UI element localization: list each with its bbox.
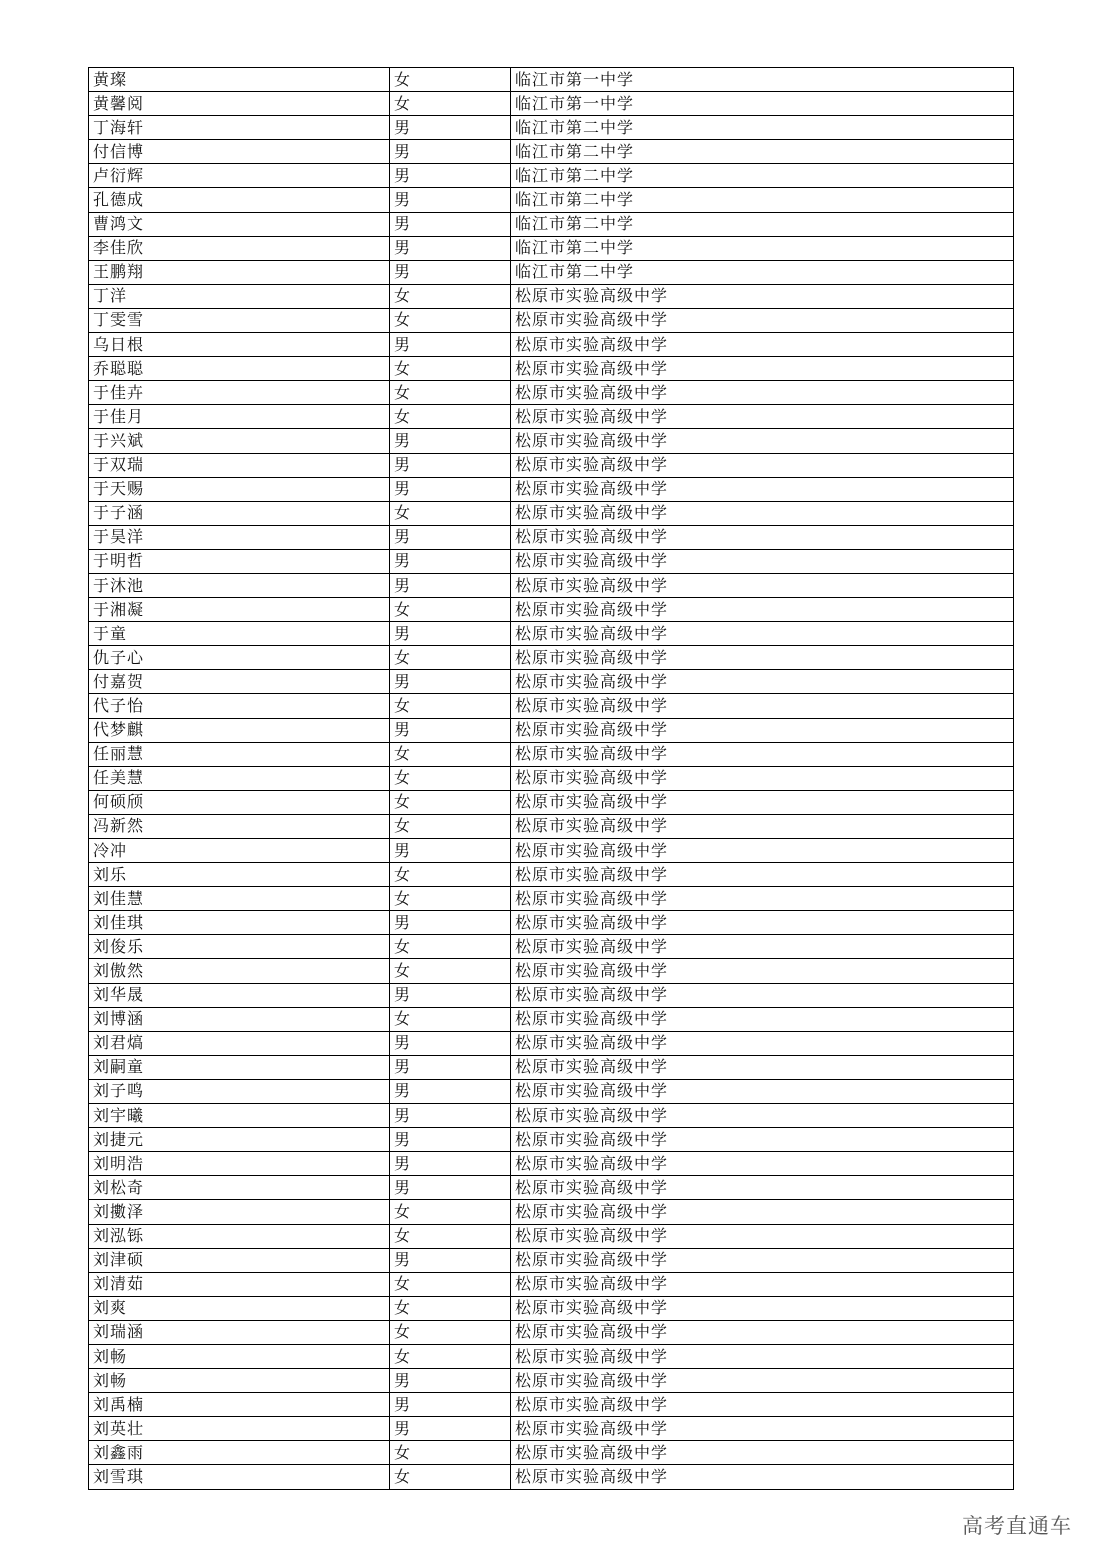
gender-cell: 女 (390, 1344, 511, 1368)
table-row (89, 790, 1014, 814)
school-cell: 松原市实验高级中学 (511, 1104, 1014, 1128)
name-cell: 付信博 (89, 140, 390, 164)
gender-cell: 女 (390, 887, 511, 911)
gender-cell: 男 (390, 1176, 511, 1200)
gender-cell: 男 (390, 212, 511, 236)
gender-cell: 女 (390, 694, 511, 718)
school-cell: 松原市实验高级中学 (511, 429, 1014, 453)
school-cell: 松原市实验高级中学 (511, 1417, 1014, 1441)
gender-cell: 女 (390, 68, 511, 92)
name-cell: 付嘉贺 (89, 670, 390, 694)
table-row (89, 501, 1014, 525)
gender-cell: 男 (390, 1055, 511, 1079)
gender-cell: 女 (390, 1465, 511, 1489)
table-row (89, 670, 1014, 694)
school-cell: 临江市第二中学 (511, 116, 1014, 140)
table-row (89, 1128, 1014, 1152)
table-row (89, 236, 1014, 260)
school-cell: 临江市第一中学 (511, 92, 1014, 116)
school-cell: 松原市实验高级中学 (511, 790, 1014, 814)
gender-cell: 女 (390, 863, 511, 887)
school-cell: 松原市实验高级中学 (511, 1248, 1014, 1272)
table-row (89, 839, 1014, 863)
table-row (89, 357, 1014, 381)
table-row (89, 140, 1014, 164)
school-cell: 松原市实验高级中学 (511, 935, 1014, 959)
school-cell: 松原市实验高级中学 (511, 887, 1014, 911)
gender-cell: 女 (390, 935, 511, 959)
table-row (89, 1152, 1014, 1176)
table-row (89, 1441, 1014, 1465)
table-row (89, 429, 1014, 453)
name-cell: 于湘凝 (89, 598, 390, 622)
gender-cell: 女 (390, 959, 511, 983)
table-row (89, 573, 1014, 597)
school-cell: 松原市实验高级中学 (511, 839, 1014, 863)
name-cell: 刘傲然 (89, 959, 390, 983)
table-row (89, 1248, 1014, 1272)
table-row (89, 477, 1014, 501)
name-cell: 刘鑫雨 (89, 1441, 390, 1465)
table-row (89, 1272, 1014, 1296)
school-cell: 松原市实验高级中学 (511, 501, 1014, 525)
table-row (89, 646, 1014, 670)
gender-cell: 女 (390, 814, 511, 838)
name-cell: 于昊洋 (89, 525, 390, 549)
table-row (89, 212, 1014, 236)
school-cell: 松原市实验高级中学 (511, 453, 1014, 477)
gender-cell: 男 (390, 1417, 511, 1441)
name-cell: 刘泓铄 (89, 1224, 390, 1248)
table-row (89, 453, 1014, 477)
name-cell: 刘明浩 (89, 1152, 390, 1176)
name-cell: 刘佳琪 (89, 911, 390, 935)
school-cell: 临江市第二中学 (511, 140, 1014, 164)
school-cell: 松原市实验高级中学 (511, 477, 1014, 501)
gender-cell: 女 (390, 598, 511, 622)
name-cell: 冷冲 (89, 839, 390, 863)
gender-cell: 女 (390, 405, 511, 429)
gender-cell: 男 (390, 670, 511, 694)
school-cell: 松原市实验高级中学 (511, 284, 1014, 308)
table-row (89, 935, 1014, 959)
name-cell: 于童 (89, 622, 390, 646)
name-cell: 刘清茹 (89, 1272, 390, 1296)
school-cell: 松原市实验高级中学 (511, 598, 1014, 622)
table-row (89, 1079, 1014, 1103)
name-cell: 刘宇曦 (89, 1104, 390, 1128)
table-row (89, 1320, 1014, 1344)
school-cell: 松原市实验高级中学 (511, 333, 1014, 357)
gender-cell: 男 (390, 983, 511, 1007)
table-row (89, 164, 1014, 188)
table-row (89, 525, 1014, 549)
school-cell: 松原市实验高级中学 (511, 1079, 1014, 1103)
name-cell: 刘畅 (89, 1344, 390, 1368)
school-cell: 松原市实验高级中学 (511, 694, 1014, 718)
school-cell: 临江市第二中学 (511, 260, 1014, 284)
gender-cell: 女 (390, 284, 511, 308)
table-row (89, 1296, 1014, 1320)
name-cell: 曹鸿文 (89, 212, 390, 236)
gender-cell: 男 (390, 429, 511, 453)
table-row (89, 405, 1014, 429)
school-cell: 临江市第一中学 (511, 68, 1014, 92)
table-row (89, 1176, 1014, 1200)
table-row (89, 116, 1014, 140)
gender-cell: 男 (390, 911, 511, 935)
gender-cell: 男 (390, 1104, 511, 1128)
table-row (89, 1104, 1014, 1128)
name-cell: 刘捷元 (89, 1128, 390, 1152)
table-row (89, 887, 1014, 911)
table-row (89, 863, 1014, 887)
school-cell: 松原市实验高级中学 (511, 1031, 1014, 1055)
name-cell: 刘博涵 (89, 1007, 390, 1031)
name-cell: 于佳卉 (89, 381, 390, 405)
school-cell: 松原市实验高级中学 (511, 670, 1014, 694)
school-cell: 松原市实验高级中学 (511, 1465, 1014, 1489)
table-row (89, 911, 1014, 935)
school-cell: 松原市实验高级中学 (511, 1200, 1014, 1224)
roster-table-body (89, 68, 1014, 1490)
table-row (89, 1344, 1014, 1368)
name-cell: 任美慧 (89, 766, 390, 790)
table-row (89, 814, 1014, 838)
school-cell: 松原市实验高级中学 (511, 573, 1014, 597)
table-row (89, 1417, 1014, 1441)
school-cell: 临江市第二中学 (511, 236, 1014, 260)
school-cell: 松原市实验高级中学 (511, 766, 1014, 790)
name-cell: 于沐池 (89, 573, 390, 597)
gender-cell: 男 (390, 1152, 511, 1176)
table-row (89, 1055, 1014, 1079)
name-cell: 刘爽 (89, 1296, 390, 1320)
name-cell: 任丽慧 (89, 742, 390, 766)
name-cell: 代梦麒 (89, 718, 390, 742)
gender-cell: 女 (390, 1224, 511, 1248)
gender-cell: 男 (390, 260, 511, 284)
table-row (89, 308, 1014, 332)
name-cell: 刘乐 (89, 863, 390, 887)
table-row (89, 1200, 1014, 1224)
school-cell: 松原市实验高级中学 (511, 308, 1014, 332)
gender-cell: 男 (390, 164, 511, 188)
school-cell: 松原市实验高级中学 (511, 622, 1014, 646)
gender-cell: 女 (390, 1296, 511, 1320)
name-cell: 刘擻泽 (89, 1200, 390, 1224)
gender-cell: 男 (390, 477, 511, 501)
name-cell: 于子涵 (89, 501, 390, 525)
school-cell: 临江市第二中学 (511, 188, 1014, 212)
name-cell: 仇子心 (89, 646, 390, 670)
school-cell: 松原市实验高级中学 (511, 1344, 1014, 1368)
school-cell: 松原市实验高级中学 (511, 1224, 1014, 1248)
name-cell: 刘嗣童 (89, 1055, 390, 1079)
name-cell: 刘子鸣 (89, 1079, 390, 1103)
name-cell: 于明哲 (89, 549, 390, 573)
name-cell: 刘松奇 (89, 1176, 390, 1200)
gender-cell: 男 (390, 1248, 511, 1272)
table-row (89, 766, 1014, 790)
table-row (89, 1393, 1014, 1417)
gender-cell: 男 (390, 116, 511, 140)
name-cell: 刘佳慧 (89, 887, 390, 911)
name-cell: 刘雪琪 (89, 1465, 390, 1489)
name-cell: 黄馨阅 (89, 92, 390, 116)
name-cell: 刘津硕 (89, 1248, 390, 1272)
school-cell: 松原市实验高级中学 (511, 718, 1014, 742)
table-row (89, 622, 1014, 646)
school-cell: 松原市实验高级中学 (511, 1393, 1014, 1417)
school-cell: 松原市实验高级中学 (511, 549, 1014, 573)
table-row (89, 1007, 1014, 1031)
name-cell: 刘华晟 (89, 983, 390, 1007)
school-cell: 松原市实验高级中学 (511, 1272, 1014, 1296)
name-cell: 刘畅 (89, 1369, 390, 1393)
name-cell: 刘禹楠 (89, 1393, 390, 1417)
name-cell: 刘君熇 (89, 1031, 390, 1055)
gender-cell: 女 (390, 1200, 511, 1224)
name-cell: 李佳欣 (89, 236, 390, 260)
name-cell: 刘瑞涵 (89, 1320, 390, 1344)
table-row (89, 1031, 1014, 1055)
gender-cell: 男 (390, 1128, 511, 1152)
name-cell: 于双瑞 (89, 453, 390, 477)
table-row (89, 333, 1014, 357)
school-cell: 松原市实验高级中学 (511, 1369, 1014, 1393)
school-cell: 松原市实验高级中学 (511, 983, 1014, 1007)
school-cell: 松原市实验高级中学 (511, 1152, 1014, 1176)
gender-cell: 女 (390, 1320, 511, 1344)
school-cell: 松原市实验高级中学 (511, 1055, 1014, 1079)
name-cell: 何硕颀 (89, 790, 390, 814)
school-cell: 松原市实验高级中学 (511, 742, 1014, 766)
gender-cell: 女 (390, 357, 511, 381)
gender-cell: 男 (390, 453, 511, 477)
gender-cell: 女 (390, 646, 511, 670)
gender-cell: 男 (390, 549, 511, 573)
name-cell: 丁海轩 (89, 116, 390, 140)
gender-cell: 男 (390, 140, 511, 164)
gender-cell: 男 (390, 333, 511, 357)
gender-cell: 女 (390, 790, 511, 814)
name-cell: 丁洋 (89, 284, 390, 308)
roster-table (88, 67, 1014, 1490)
school-cell: 松原市实验高级中学 (511, 525, 1014, 549)
table-row (89, 260, 1014, 284)
gender-cell: 男 (390, 718, 511, 742)
name-cell: 刘英壮 (89, 1417, 390, 1441)
school-cell: 松原市实验高级中学 (511, 814, 1014, 838)
school-cell: 松原市实验高级中学 (511, 1007, 1014, 1031)
table-row (89, 742, 1014, 766)
gender-cell: 女 (390, 766, 511, 790)
name-cell: 冯新然 (89, 814, 390, 838)
name-cell: 于兴斌 (89, 429, 390, 453)
table-row (89, 1369, 1014, 1393)
table-row (89, 188, 1014, 212)
gender-cell: 男 (390, 188, 511, 212)
name-cell: 丁雯雪 (89, 308, 390, 332)
name-cell: 刘俊乐 (89, 935, 390, 959)
school-cell: 松原市实验高级中学 (511, 911, 1014, 935)
name-cell: 代子怡 (89, 694, 390, 718)
name-cell: 于天赐 (89, 477, 390, 501)
table-row (89, 381, 1014, 405)
school-cell: 松原市实验高级中学 (511, 1296, 1014, 1320)
table-row (89, 68, 1014, 92)
gender-cell: 女 (390, 1441, 511, 1465)
table-row (89, 959, 1014, 983)
table-row (89, 694, 1014, 718)
school-cell: 松原市实验高级中学 (511, 863, 1014, 887)
table-row (89, 983, 1014, 1007)
school-cell: 松原市实验高级中学 (511, 646, 1014, 670)
table-row (89, 549, 1014, 573)
gender-cell: 女 (390, 742, 511, 766)
gender-cell: 女 (390, 1272, 511, 1296)
gender-cell: 男 (390, 622, 511, 646)
name-cell: 乌日根 (89, 333, 390, 357)
school-cell: 临江市第二中学 (511, 164, 1014, 188)
gender-cell: 男 (390, 839, 511, 863)
gender-cell: 男 (390, 1079, 511, 1103)
gender-cell: 男 (390, 236, 511, 260)
name-cell: 黄璨 (89, 68, 390, 92)
school-cell: 松原市实验高级中学 (511, 959, 1014, 983)
watermark-text: 高考直通车 (962, 1514, 1072, 1538)
table-row (89, 1465, 1014, 1489)
table-row (89, 598, 1014, 622)
gender-cell: 男 (390, 1369, 511, 1393)
gender-cell: 男 (390, 1393, 511, 1417)
gender-cell: 男 (390, 573, 511, 597)
school-cell: 松原市实验高级中学 (511, 1176, 1014, 1200)
table-row (89, 718, 1014, 742)
name-cell: 乔聪聪 (89, 357, 390, 381)
gender-cell: 女 (390, 308, 511, 332)
table-row (89, 284, 1014, 308)
name-cell: 于佳月 (89, 405, 390, 429)
school-cell: 临江市第二中学 (511, 212, 1014, 236)
gender-cell: 女 (390, 501, 511, 525)
gender-cell: 男 (390, 1031, 511, 1055)
school-cell: 松原市实验高级中学 (511, 405, 1014, 429)
school-cell: 松原市实验高级中学 (511, 1128, 1014, 1152)
gender-cell: 女 (390, 92, 511, 116)
school-cell: 松原市实验高级中学 (511, 381, 1014, 405)
table-row (89, 1224, 1014, 1248)
table-row (89, 92, 1014, 116)
gender-cell: 男 (390, 525, 511, 549)
school-cell: 松原市实验高级中学 (511, 1441, 1014, 1465)
name-cell: 孔德成 (89, 188, 390, 212)
name-cell: 卢衍辉 (89, 164, 390, 188)
gender-cell: 女 (390, 1007, 511, 1031)
gender-cell: 女 (390, 381, 511, 405)
school-cell: 松原市实验高级中学 (511, 1320, 1014, 1344)
school-cell: 松原市实验高级中学 (511, 357, 1014, 381)
name-cell: 王鹏翔 (89, 260, 390, 284)
